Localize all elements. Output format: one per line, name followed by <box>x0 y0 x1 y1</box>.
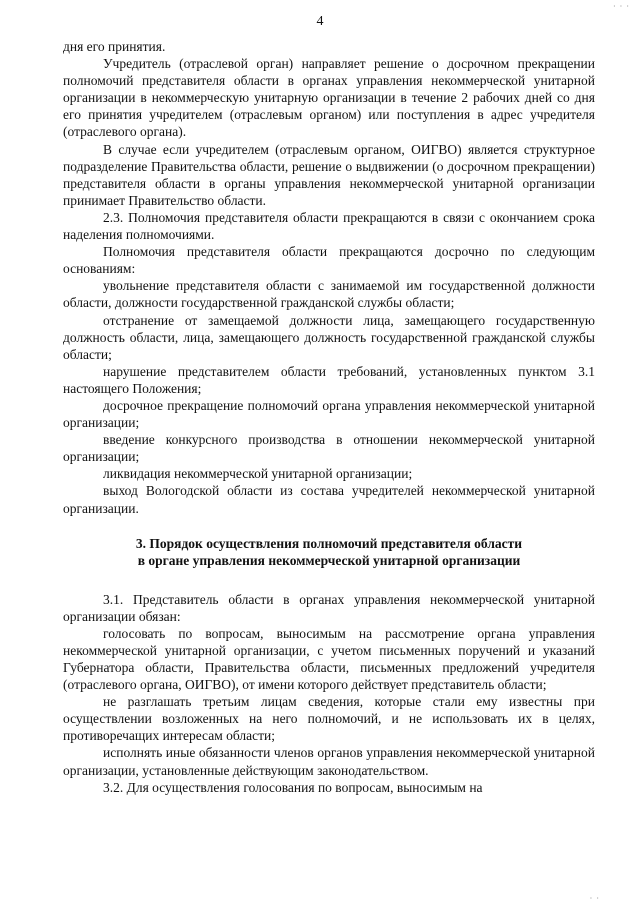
paragraph: введение конкурсного производства в отношении некоммерческой унитарной организации; <box>63 432 595 465</box>
paragraph: ликвидация некоммерческой унитарной организации; <box>103 466 413 482</box>
paragraph: досрочное прекращение полномочий органа управления некоммерческой унитарной организации; <box>63 397 595 431</box>
scan-artifact-bottom: · · <box>589 894 600 903</box>
section-heading-line-2: в органе управления некоммерческой унитарной организации <box>137 552 521 568</box>
scan-artifact-top: · · · <box>613 2 630 11</box>
paragraph: отстранение от замещаемой должности лица, замещающего государственную должность области, лица, замещающего должность государственной гражданской службы области; <box>63 312 595 362</box>
document-body <box>63 38 595 796</box>
page-number: 4 <box>316 14 324 29</box>
paragraph: Полномочия представителя области прекращаются досрочно по следующим основаниям: <box>63 244 595 277</box>
paragraph: 3.1. Представитель области в органах управления некоммерческой унитарной организации обязан: <box>63 591 595 624</box>
paragraph: нарушение представителем области требований, установленных пунктом 3.1 настоящего Положения; <box>63 363 595 396</box>
section-heading <box>63 535 595 569</box>
paragraph: увольнение представителя области с занимаемой им государственной должности области, должности государственной гражданской службы области; <box>63 278 595 311</box>
paragraph: Учредитель (отраслевой орган) направляет решение о досрочном прекращении полномочий представителя области в органах управления некоммерческой унитарной организации в некоммерческую унитарную организации в течение 2 рабочих дней со дня его принятия учредителем (отраслевым органом) или поступления в адрес учредителя (отраслевого органа). <box>63 56 595 140</box>
paragraph: В случае если учредителем (отраслевым органом, ОИГВО) является структурное подразделение Правительства области, решение о выдвижении (о досрочном прекращении) представителя области в органы управления некоммерческой унитарной организации принимает Правительство области. <box>63 141 595 208</box>
paragraph: 2.3. Полномочия представителя области прекращаются в связи с окончанием срока наделения полномочиями. <box>63 209 595 243</box>
paragraph: дня его принятия. <box>63 39 166 54</box>
paragraphs-before-section <box>63 38 595 517</box>
paragraphs-after-section <box>63 591 595 796</box>
paragraph: 3.2. Для осуществления голосования по вопросам, выносимым на <box>103 779 483 795</box>
paragraph: исполнять иные обязанности членов органов управления некоммерческой унитарной организации, установленные действующим законодательством. <box>63 745 595 778</box>
paragraph: голосовать по вопросам, выносимым на рассмотрение органа управления некоммерческой унитарной организации, с учетом письменных поручений и указаний Губернатора области, Правительства области, письменных предложений учредителя (отраслевого органа, ОИГВО), от имени которого действует представитель области; <box>63 625 595 693</box>
paragraph: не разглашать третьим лицам сведения, которые стали ему известны при осуществлении возложенных на него полномочий, и не использовать их в целях, противоречащих интересам области; <box>63 694 595 744</box>
section-heading-line-1: 3. Порядок осуществления полномочий представителя области <box>135 535 523 551</box>
paragraph: выход Вологодской области из состава учредителей некоммерческой унитарной организации. <box>63 483 595 516</box>
